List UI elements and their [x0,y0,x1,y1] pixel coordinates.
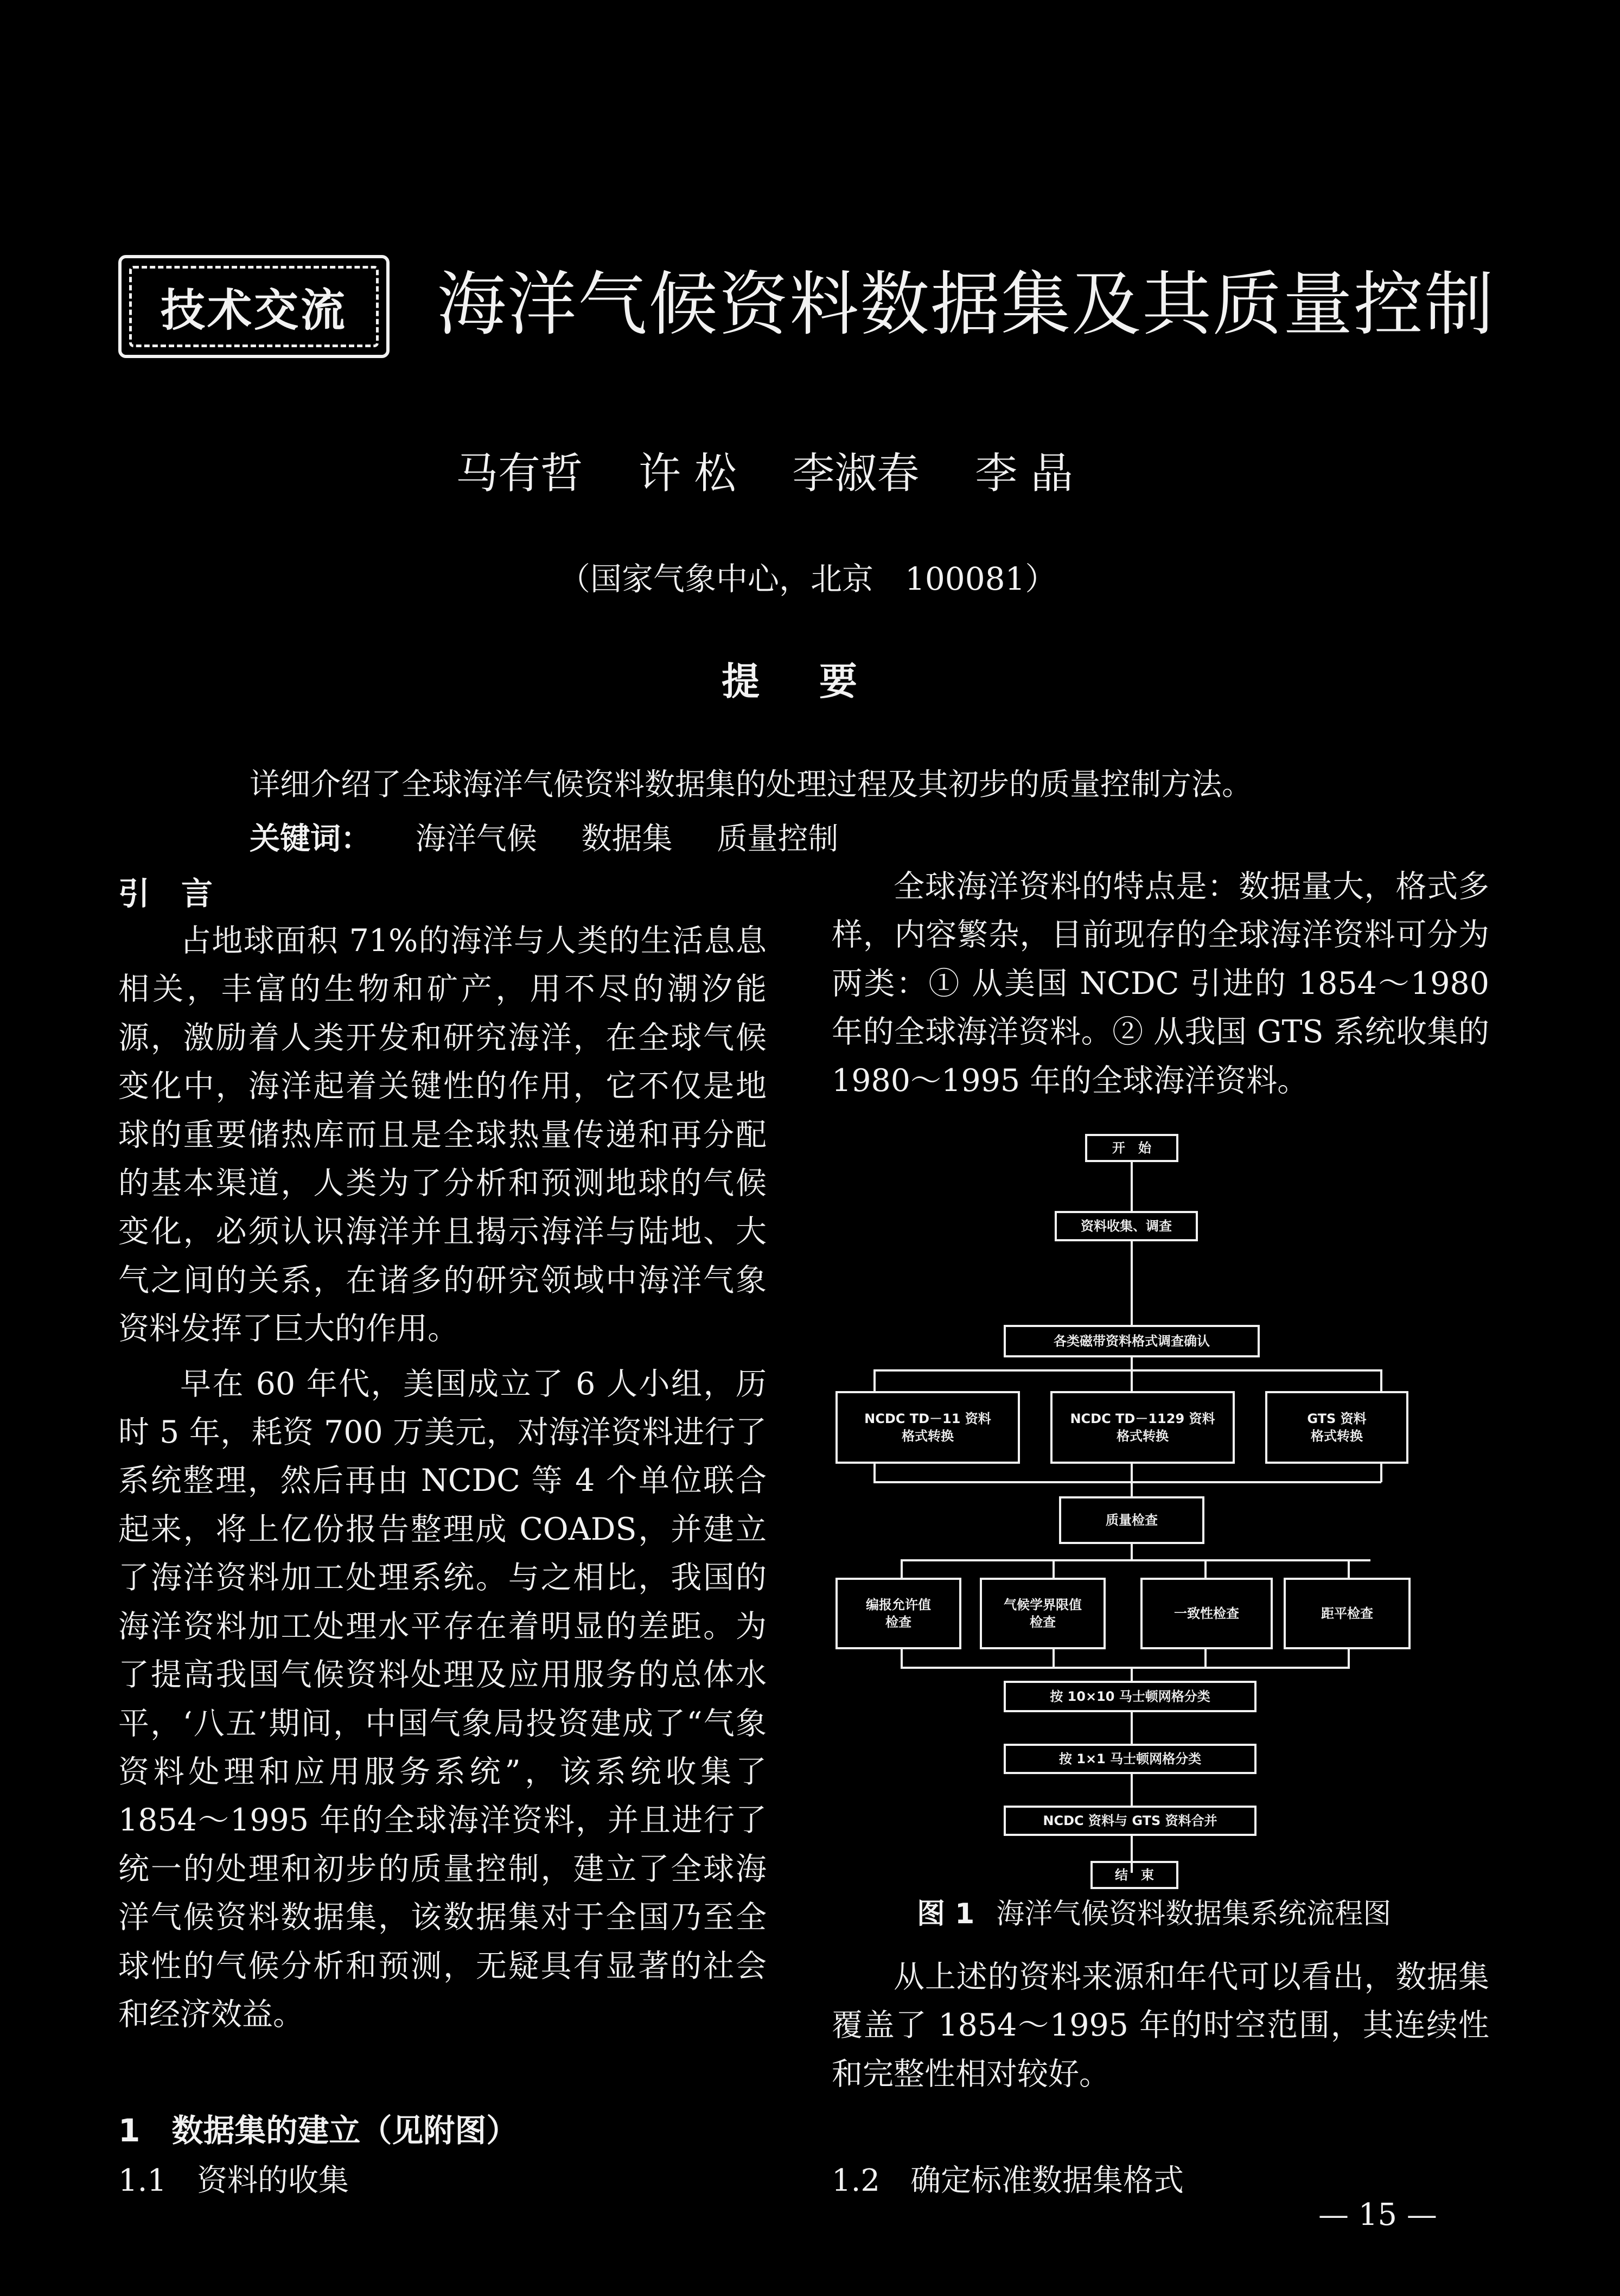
keywords-line [250,815,838,858]
abstract-text: 详细介绍了全球海洋气候资料数据集的处理过程及其初步的质量控制方法。 [250,767,1252,802]
abstract-heading: 提要 [722,659,917,704]
flow-merge: NCDC 资料与 GTS 资料合并 [1004,1806,1257,1836]
keyword: 海洋气候 [415,821,537,857]
flow-format-confirm: 各类磁带资料格式调查确认 [1004,1325,1260,1357]
intro-body [118,917,767,2039]
figure-label: 图 1 [917,1898,975,1930]
keywords-label: 关键词： [250,821,371,857]
flow-convert-td11: NCDC TD－11 资料 格式转换 [835,1391,1020,1464]
flow-climate-limit-check: 气候学界限值 检查 [980,1578,1106,1649]
figure-caption-text: 海洋气候资料数据集系统流程图 [996,1898,1392,1930]
intro-paragraph-2: 早在 60 年代，美国成立了 6 人小组，历时 5 年，耗资 700 万美元，对海洋资料进行了系统整理，然后再由 NCDC 等 4 个单位联合起来，将上亿份报告整理成 COADS，并建立了海洋资料加工处理系统。与之相比，我国的海洋资料加工处理水平存在着明显的差距。为了提高我国气候资料处理及应用服务的总体水平，‘八五’期间，中国气象局投资建成了“气象资料处理和应用服务系统”，该系统收集了 1854～1995 年的全球海洋资料，并且进行了统一的处理和初步的质量控制，建立了全球海洋气候资料数据集，该数据集对于全国乃至全球性的气候分析和预测，无疑具有显著的社会和经济效益。 [118,1366,767,2032]
column-badge [118,255,390,358]
flow-convert-gts: GTS 资料 格式转换 [1265,1391,1408,1464]
page-number: — 15 — [1318,2197,1437,2233]
author-list [456,439,1115,500]
intro-paragraph-1: 占地球面积 71%的海洋与人类的生活息息相关，丰富的生物和矿产，用不尽的潮汐能源，激励着人类开发和研究海洋，在全球气候变化中，海洋起着关键性的作用，它不仅是地球的重要储热库而且是全球热量传递和再分配的基本渠道，人类为了分析和预测地球的气候变化，必须认识海洋并且揭示海洋与陆地、大气之间的关系，在诸多的研究领域中海洋气象资料发挥了巨大的作用。 [118,923,767,1347]
author: 李 晶 [975,449,1074,498]
affiliation: （国家气象中心，北京 100081） [559,560,1057,597]
flow-consistency-check: 一致性检查 [1140,1578,1273,1649]
keyword: 数据集 [581,821,673,857]
flow-collect: 资料收集、调查 [1055,1211,1198,1241]
column-label: 技术交流 [160,284,347,336]
author: 马有哲 [456,449,583,498]
flowchart [835,1134,1438,1883]
flow-allowed-value-check: 编报允许值 检查 [835,1578,961,1649]
author: 李淑春 [792,449,920,498]
section-1-1-heading: 1.1 资料的收集 [118,2163,349,2198]
flow-grid-10: 按 10×10 马士顿网格分类 [1004,1681,1257,1712]
flow-quality-check: 质量检查 [1059,1496,1204,1544]
intro-heading: 引 言 [118,875,213,912]
coverage-paragraph [832,1953,1489,2099]
data-sources-paragraph [832,863,1489,1105]
figure-caption [917,1891,1391,1931]
section-1-2-heading: 1.2 确定标准数据集格式 [832,2163,1184,2198]
flow-end: 结 束 [1090,1861,1178,1889]
right-paragraph-2: 从上述的资料来源和年代可以看出，数据集覆盖了 1854～1995 年的时空范围，其连续性和完整性相对较好。 [832,1959,1489,2092]
paper-title: 海洋气候资料数据集及其质量控制 [437,264,1495,345]
section-1-heading: 1 数据集的建立（见附图） [118,2112,518,2149]
flow-convert-td1129: NCDC TD－1129 资料 格式转换 [1050,1391,1235,1464]
flow-start: 开 始 [1085,1134,1178,1162]
flow-anomaly-check: 距平检查 [1284,1578,1411,1649]
right-paragraph-1: 全球海洋资料的特点是：数据量大，格式多样，内容繁杂，目前现存的全球海洋资料可分为两类：① 从美国 NCDC 引进的 1854～1980 年的全球海洋资料。② 从我国 GTS 系统收集的 1980～1995 年的全球海洋资料。 [832,869,1489,1099]
flow-grid-1: 按 1×1 马士顿网格分类 [1004,1744,1257,1774]
author: 许 松 [638,449,737,498]
keyword: 质量控制 [717,821,839,857]
